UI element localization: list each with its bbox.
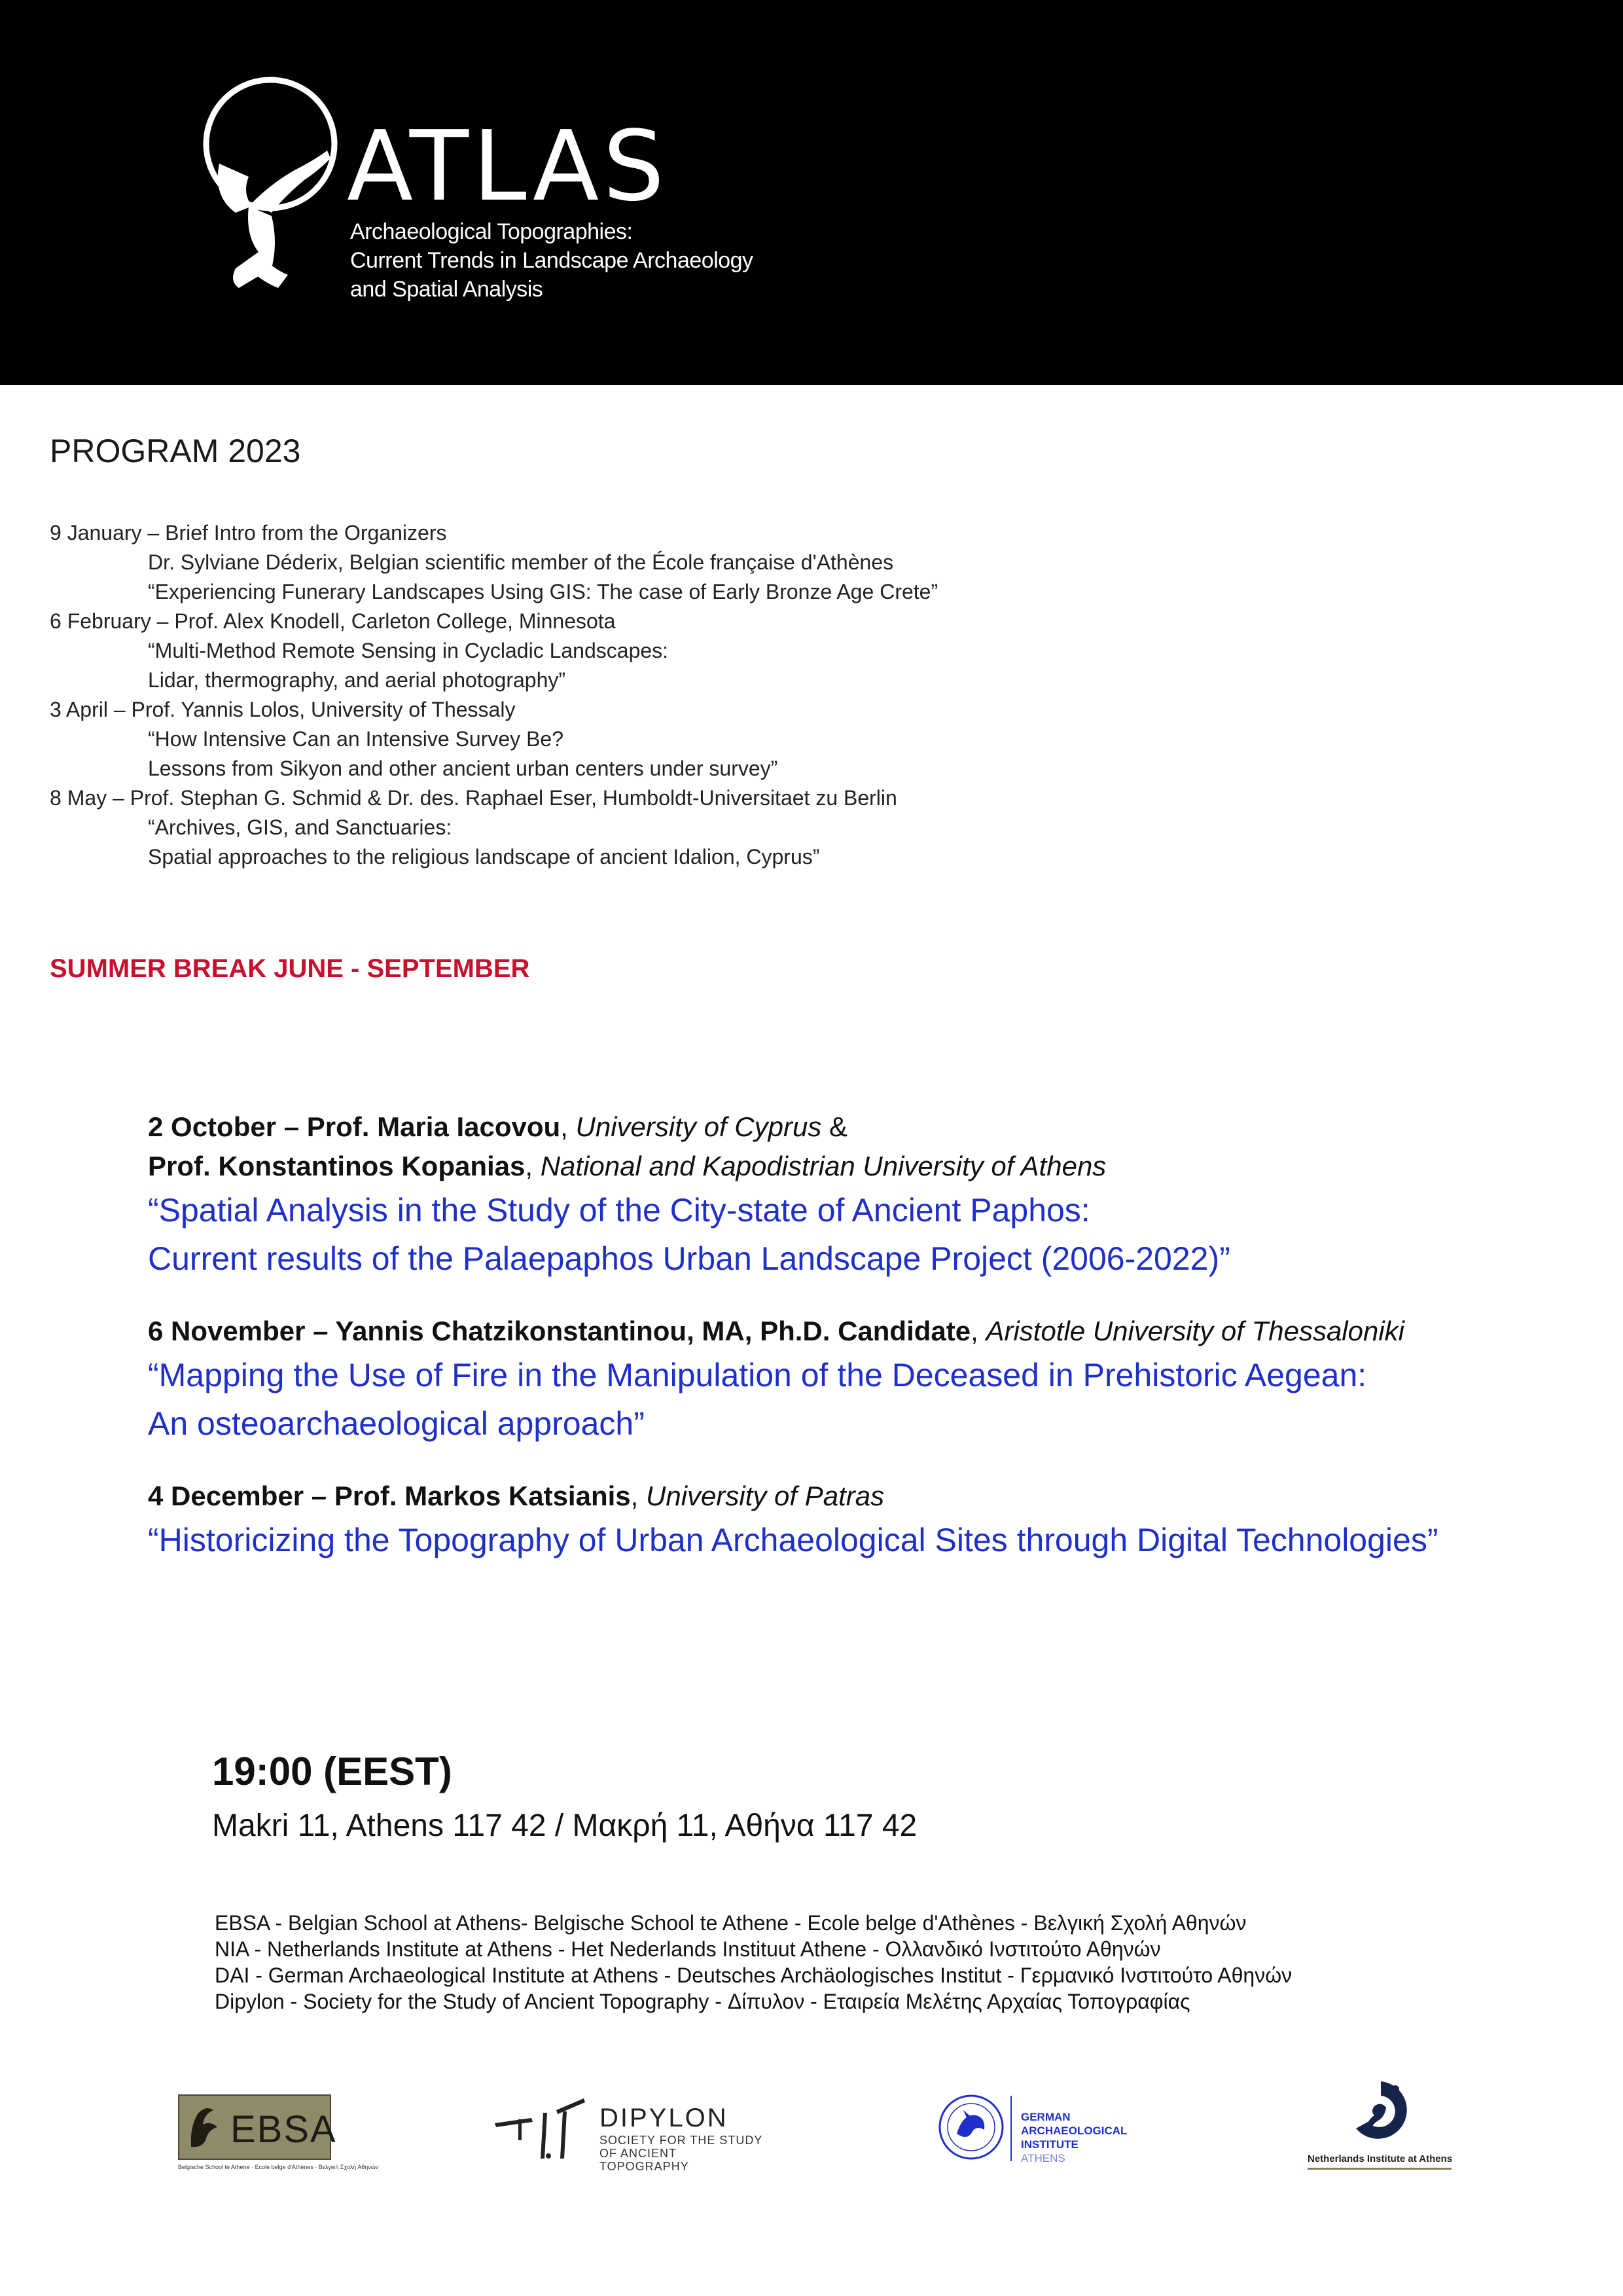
schedule-row: 3 April – Prof. Yannis Lolos, University of Thessaly [50, 698, 516, 721]
atlas-subtitle-line: Archaeological Topographies: [350, 219, 633, 244]
dai-logo-text [1021, 2110, 1186, 2165]
event-time: 19:00 (EEST) [212, 1749, 452, 1793]
speaker-affiliation: National and Kapodistrian University of Athens [540, 1151, 1107, 1181]
atlas-subtitle-line: and Spatial Analysis [350, 277, 543, 302]
speaker-affiliation: Aristotle University of Thessaloniki [986, 1316, 1405, 1346]
header-banner [0, 0, 1623, 385]
talk-speaker-line [148, 1107, 1438, 1147]
dipylon-logo [492, 2093, 767, 2173]
schedule-row: “Multi-Method Remote Sensing in Cycladic Landscapes: [148, 639, 669, 662]
ebsa-emblem-icon [185, 2101, 225, 2155]
schedule-row: Lessons from Sikyon and other ancient urban centers under survey” [148, 757, 778, 780]
dai-text-line: GERMAN [1021, 2111, 1071, 2123]
dai-logo [937, 2090, 1186, 2169]
dipylon-subtitle-line: OF ANCIENT TOPOGRAPHY [599, 2147, 689, 2173]
dai-city: ATHENS [1021, 2152, 1065, 2164]
atlas-subtitle-line: Current Trends in Landscape Archaeology [350, 248, 753, 273]
nia-logo [1302, 2076, 1459, 2181]
schedule-row: “How Intensive Can an Intensive Survey Be? [148, 727, 563, 751]
speaker-name: 2 October – Prof. Maria Iacovou [148, 1111, 561, 1142]
schedule-row: “Experiencing Funerary Landscapes Using GIS: The case of Early Bronze Age Crete” [148, 580, 938, 603]
event-address: Makri 11, Athens 117 42 / Μακρή 11, Αθήνα 117 42 [212, 1808, 918, 1843]
talk-october [148, 1107, 1438, 1283]
nia-emblem-icon [1348, 2076, 1414, 2148]
dipylon-subtitle-line: SOCIETY FOR THE STUDY [599, 2134, 763, 2147]
talk-title-line: “Spatial Analysis in the Study of the City-state of Ancient Paphos: [148, 1192, 1090, 1229]
speaker-affiliation: University of Patras [646, 1480, 885, 1511]
talk-speaker-line [148, 1477, 1438, 1516]
schedule-row: “Archives, GIS, and Sanctuaries: [148, 816, 452, 839]
talk-speaker-line [148, 1147, 1438, 1186]
schedule-row: Spatial approaches to the religious landscape of ancient Idalion, Cyprus” [148, 845, 820, 869]
organizing-institutes [215, 1910, 1292, 2015]
speaker-separator: , [630, 1480, 646, 1511]
atlas-subtitle [350, 217, 753, 304]
talk-title-line: Current results of the Palaepaphos Urban Landscape Project (2006-2022)” [148, 1240, 1230, 1277]
schedule-list [50, 518, 938, 872]
talk-november [148, 1312, 1438, 1448]
speaker-conjunction: & [821, 1111, 847, 1142]
summer-break-notice: SUMMER BREAK JUNE - SEPTEMBER [50, 954, 530, 983]
talk-speaker-line [148, 1312, 1438, 1351]
dai-text-line: ARCHAEOLOGICAL INSTITUTE [1021, 2125, 1128, 2151]
nia-rule [1308, 2168, 1452, 2170]
institute-line: Dipylon - Society for the Study of Ancient Topography - Δίπυλον - Εταιρεία Μελέτης Αρχαίας Τοπογραφίας [215, 1990, 1190, 2013]
dipylon-logo-name: DIPYLON [599, 2104, 728, 2132]
schedule-row: Dr. Sylviane Déderix, Belgian scientific member of the École française d'Athènes [148, 550, 894, 574]
dipylon-gate-icon [492, 2093, 597, 2165]
dai-divider [1010, 2096, 1012, 2161]
partner-logos [0, 2075, 1623, 2179]
institute-line: DAI - German Archaeological Institute at Athens - Deutsches Archäologisches Institut - Γερμανικό Ινστιτούτο Αθηνών [215, 1964, 1293, 1987]
speaker-name: Prof. Konstantinos Kopanias [148, 1151, 526, 1181]
atlas-logo-word: ATLAS [347, 110, 669, 223]
institute-line: EBSA - Belgian School at Athens- Belgische School te Athene - Ecole belge d'Athènes - Βελγική Σχολή Αθηνών [215, 1911, 1247, 1935]
dipylon-logo-subtitle [599, 2134, 767, 2173]
program-title: PROGRAM 2023 [50, 433, 301, 469]
talk-title-line: An osteoarchaeological approach” [148, 1405, 645, 1442]
dai-seal-icon [937, 2093, 1005, 2161]
speaker-separator: , [560, 1111, 576, 1142]
institute-line: NIA - Netherlands Institute at Athens - Het Nederlands Instituut Athene - Ολλανδικό Ινστιτούτο Αθηνών [215, 1937, 1161, 1961]
fall-talks [148, 1107, 1438, 1593]
nia-caption: Netherlands Institute at Athens [1308, 2153, 1453, 2164]
ebsa-logo [178, 2094, 337, 2160]
speaker-separator: , [971, 1316, 986, 1346]
speaker-affiliation: University of Cyprus [575, 1111, 822, 1142]
talk-title-line: “Mapping the Use of Fire in the Manipulation of the Deceased in Prehistoric Aegean: [148, 1357, 1367, 1393]
schedule-row: 6 February – Prof. Alex Knodell, Carleton College, Minnesota [50, 609, 616, 633]
speaker-name: 4 December – Prof. Markos Katsianis [148, 1480, 631, 1511]
schedule-row: 9 January – Brief Intro from the Organizers [50, 521, 447, 545]
speaker-separator: , [525, 1151, 541, 1181]
schedule-row: Lidar, thermography, and aerial photography” [148, 668, 566, 692]
atlas-figure-icon [173, 72, 357, 308]
talk-december [148, 1477, 1438, 1564]
ebsa-logo-text: EBSA [230, 2108, 337, 2151]
talk-title-line: “Historicizing the Topography of Urban Archaeological Sites through Digital Technologies” [148, 1522, 1438, 1558]
ebsa-caption: Belgische School te Athene · Ecole belge d'Athènes · Βελγική Σχολή Αθηνών [178, 2164, 379, 2170]
schedule-row: 8 May – Prof. Stephan G. Schmid & Dr. des. Raphael Eser, Humboldt-Universitaet zu Berlin [50, 786, 897, 810]
speaker-name: 6 November – Yannis Chatzikonstantinou, MA, Ph.D. Candidate [148, 1316, 971, 1346]
